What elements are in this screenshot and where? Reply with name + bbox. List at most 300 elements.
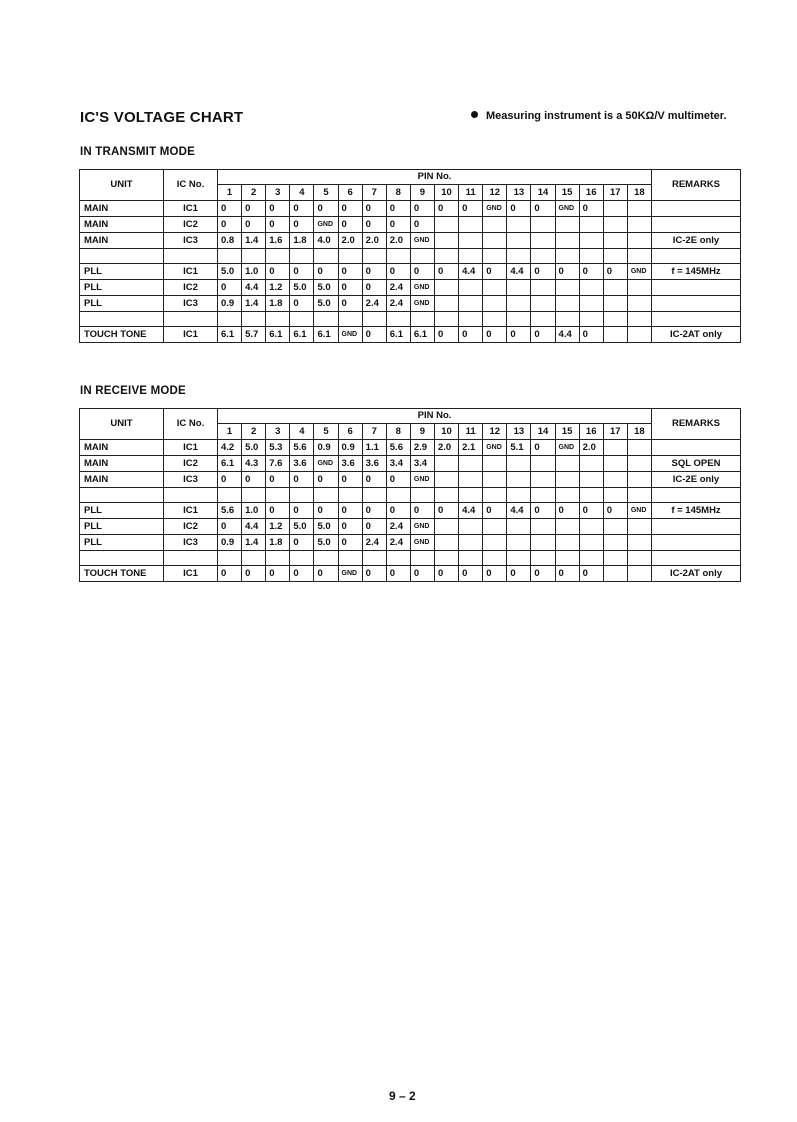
pin-number-header: 18 [627,424,651,440]
unit-cell: PLL [80,264,164,280]
pin-voltage-cell: GND [410,472,434,488]
ic-no-header: IC No. [164,409,218,440]
pin-voltage-cell [507,233,531,249]
empty-cell [579,249,603,264]
pin-voltage-cell: 1.8 [290,233,314,249]
pin-voltage-cell: 0 [434,201,458,217]
pin-voltage-cell [555,472,579,488]
empty-cell [290,551,314,566]
empty-cell [218,488,242,503]
empty-cell [603,312,627,327]
empty-cell [338,312,362,327]
empty-cell [603,488,627,503]
empty-cell [80,249,164,264]
remarks-cell [652,217,741,233]
pin-voltage-cell: 0 [459,566,483,582]
pin-number-header: 9 [410,185,434,201]
pin-voltage-cell: 1.0 [242,503,266,519]
unit-cell: PLL [80,280,164,296]
empty-cell [507,312,531,327]
pin-voltage-cell: 5.3 [266,440,290,456]
transmit-voltage-table [79,169,741,343]
pin-voltage-cell: 0 [483,327,507,343]
pin-voltage-cell [555,217,579,233]
pin-voltage-cell: 5.6 [290,440,314,456]
pin-voltage-cell [531,296,555,312]
pin-voltage-cell: GND [627,264,651,280]
empty-cell [555,551,579,566]
table-header-row [80,409,741,424]
pin-voltage-cell: 1.4 [242,296,266,312]
pin-voltage-cell: 0.9 [218,296,242,312]
pin-voltage-cell: 7.6 [266,456,290,472]
empty-cell [603,249,627,264]
pin-voltage-cell [555,535,579,551]
pin-voltage-cell: 1.4 [242,535,266,551]
pin-voltage-cell: GND [555,440,579,456]
pin-voltage-cell [459,233,483,249]
empty-cell [266,551,290,566]
pin-voltage-cell [627,280,651,296]
pin-number-header: 7 [362,185,386,201]
pin-voltage-cell: 0 [531,503,555,519]
pin-number-header: 8 [386,424,410,440]
pin-voltage-cell: 1.4 [242,233,266,249]
pin-voltage-cell: 0 [410,503,434,519]
table-row [80,296,741,312]
pin-number-header: 15 [555,424,579,440]
pin-voltage-cell: 0 [290,472,314,488]
pin-voltage-cell: 5.0 [314,296,338,312]
empty-cell [362,312,386,327]
pin-voltage-cell: 0 [290,264,314,280]
pin-voltage-cell [627,327,651,343]
pin-voltage-cell: 0 [290,201,314,217]
pin-voltage-cell [507,296,531,312]
pin-number-header: 17 [603,185,627,201]
pin-voltage-cell: 0 [266,503,290,519]
pin-voltage-cell: 4.4 [507,503,531,519]
pin-voltage-cell: 0 [579,264,603,280]
empty-cell [362,551,386,566]
page-title: IC'S VOLTAGE CHART [80,109,244,126]
empty-cell [627,312,651,327]
empty-cell [434,551,458,566]
pin-voltage-cell: 0 [314,566,338,582]
pin-voltage-cell [603,296,627,312]
pin-voltage-cell: 2.0 [362,233,386,249]
pin-voltage-cell: 6.1 [266,327,290,343]
pin-voltage-cell: 4.2 [218,440,242,456]
pin-voltage-cell: 0 [290,296,314,312]
pin-voltage-cell: GND [338,566,362,582]
pin-voltage-cell: 4.0 [314,233,338,249]
empty-cell [242,488,266,503]
pin-voltage-cell: 0 [507,327,531,343]
receive-mode-title: IN RECEIVE MODE [80,385,186,397]
pin-voltage-cell: 0 [338,535,362,551]
pin-number-header: 5 [314,424,338,440]
pin-voltage-cell: 0 [386,472,410,488]
pin-voltage-cell: GND [483,201,507,217]
pin-voltage-cell [627,296,651,312]
pin-voltage-cell: 0 [242,566,266,582]
empty-cell [164,488,218,503]
empty-cell [266,488,290,503]
pin-voltage-cell [434,233,458,249]
pin-voltage-cell: 6.1 [386,327,410,343]
remarks-cell: IC-2AT only [652,566,741,582]
pin-voltage-cell: 0 [434,503,458,519]
spacer-row [80,488,741,503]
remarks-cell [652,519,741,535]
empty-cell [164,249,218,264]
empty-cell [507,249,531,264]
pin-voltage-cell: 2.9 [410,440,434,456]
pin-voltage-cell: 6.1 [290,327,314,343]
empty-cell [410,312,434,327]
pin-voltage-cell [434,217,458,233]
spacer-row [80,551,741,566]
pin-voltage-cell: 0 [242,217,266,233]
empty-cell [242,249,266,264]
pin-voltage-cell: 5.0 [218,264,242,280]
pin-voltage-cell: 0 [555,566,579,582]
pin-number-header: 10 [434,185,458,201]
pin-voltage-cell: 0 [314,201,338,217]
pin-number-header: 5 [314,185,338,201]
pin-voltage-cell: 0 [555,264,579,280]
pin-number-header: 6 [338,424,362,440]
pin-voltage-cell: 0 [218,566,242,582]
pin-number-header: 1 [218,185,242,201]
pin-voltage-cell: 0.9 [314,440,338,456]
pin-voltage-cell: 0 [218,472,242,488]
pin-voltage-cell: 0 [338,264,362,280]
empty-cell [507,488,531,503]
pin-voltage-cell: 0 [314,264,338,280]
pin-voltage-cell [507,535,531,551]
ic-no-header: IC No. [164,170,218,201]
unit-cell: PLL [80,535,164,551]
pin-voltage-cell: 2.4 [386,280,410,296]
pin-voltage-cell: 0 [434,264,458,280]
empty-cell [555,488,579,503]
ic-cell: IC1 [164,503,218,519]
unit-cell: MAIN [80,440,164,456]
empty-cell [386,249,410,264]
pin-number-header: 12 [483,185,507,201]
pin-voltage-cell [507,217,531,233]
pin-voltage-cell: 1.1 [362,440,386,456]
table-row [80,503,741,519]
pin-number-header: 14 [531,185,555,201]
pin-voltage-cell: 6.1 [314,327,338,343]
pin-voltage-cell: GND [627,503,651,519]
pin-voltage-cell [603,566,627,582]
pin-voltage-cell: 5.6 [218,503,242,519]
empty-cell [314,249,338,264]
pin-voltage-cell: 0.9 [218,535,242,551]
pin-voltage-cell: 4.4 [459,503,483,519]
remarks-cell: IC-2AT only [652,327,741,343]
pin-voltage-cell [507,472,531,488]
pin-voltage-cell [579,233,603,249]
ic-cell: IC2 [164,217,218,233]
pin-voltage-cell: 1.2 [266,519,290,535]
empty-cell [386,488,410,503]
table-row [80,201,741,217]
pin-voltage-cell: GND [410,535,434,551]
empty-cell [555,249,579,264]
empty-cell [242,312,266,327]
pin-voltage-cell: 0 [507,201,531,217]
receive-voltage-table [79,408,741,582]
pin-voltage-cell [603,280,627,296]
bullet-icon [471,111,478,118]
empty-cell [410,488,434,503]
remarks-cell: IC-2E only [652,472,741,488]
table-row [80,566,741,582]
measurement-note-text: Measuring instrument is a 50KΩ/V multimeter. [486,110,727,122]
pin-voltage-cell: 0 [579,566,603,582]
pin-number-header: 7 [362,424,386,440]
pin-voltage-cell [579,280,603,296]
pin-voltage-cell [603,327,627,343]
table-row [80,280,741,296]
empty-cell [338,249,362,264]
pin-number-header: 8 [386,185,410,201]
pin-voltage-cell: 0 [242,201,266,217]
pin-voltage-cell [483,296,507,312]
pin-voltage-cell [483,472,507,488]
pin-voltage-cell: 6.1 [218,456,242,472]
empty-cell [164,312,218,327]
table-row [80,456,741,472]
pin-voltage-cell: 0 [314,503,338,519]
pin-voltage-cell: 6.1 [218,327,242,343]
pin-number-header: 16 [579,185,603,201]
table-row [80,472,741,488]
pin-voltage-cell [459,280,483,296]
pin-voltage-cell [507,456,531,472]
pin-voltage-cell: 1.8 [266,535,290,551]
pin-voltage-cell: GND [410,280,434,296]
ic-cell: IC3 [164,472,218,488]
pin-voltage-cell: 0 [338,503,362,519]
pin-number-header: 10 [434,424,458,440]
ic-cell: IC2 [164,280,218,296]
pin-voltage-cell [555,233,579,249]
pin-voltage-cell: GND [483,440,507,456]
pin-voltage-cell [627,233,651,249]
pin-voltage-cell: 2.0 [386,233,410,249]
pin-number-header: 13 [507,185,531,201]
pin-voltage-cell [507,280,531,296]
pin-voltage-cell: 1.6 [266,233,290,249]
pin-voltage-cell: 5.0 [314,280,338,296]
pin-number-header: 6 [338,185,362,201]
pin-number-header: 11 [459,424,483,440]
pin-voltage-cell: GND [410,296,434,312]
pin-voltage-cell [531,535,555,551]
pin-number-header: 3 [266,424,290,440]
pin-voltage-cell [555,280,579,296]
pin-voltage-cell: 0 [218,217,242,233]
pin-voltage-cell: 0 [386,503,410,519]
empty-cell [164,551,218,566]
pin-voltage-cell [483,280,507,296]
empty-cell [218,312,242,327]
pin-number-header: 17 [603,424,627,440]
pin-voltage-cell [603,456,627,472]
pin-voltage-cell: GND [410,519,434,535]
empty-cell [507,551,531,566]
table-header-row [80,170,741,185]
pin-voltage-cell [459,535,483,551]
pin-voltage-cell: 5.0 [290,519,314,535]
pin-voltage-cell [579,472,603,488]
pin-voltage-cell: 0 [434,566,458,582]
empty-cell [555,312,579,327]
pin-voltage-cell: 2.0 [338,233,362,249]
pin-voltage-cell [603,535,627,551]
pin-voltage-cell: 0 [290,217,314,233]
pin-voltage-cell: 4.4 [459,264,483,280]
pin-voltage-cell [579,217,603,233]
spacer-row [80,249,741,264]
pin-voltage-cell [555,519,579,535]
pin-voltage-cell: 0 [218,201,242,217]
empty-cell [80,488,164,503]
pin-voltage-cell: 0 [386,264,410,280]
pin-voltage-cell: 4.4 [507,264,531,280]
remarks-cell [652,440,741,456]
empty-cell [290,312,314,327]
pin-voltage-cell: 3.6 [362,456,386,472]
pin-voltage-cell: 0 [338,296,362,312]
pin-voltage-cell: 5.7 [242,327,266,343]
pin-voltage-cell [603,519,627,535]
pin-voltage-cell [555,296,579,312]
pin-voltage-cell [579,456,603,472]
pin-voltage-cell: 0 [290,535,314,551]
empty-cell [459,551,483,566]
remarks-cell: f = 145MHz [652,503,741,519]
pin-voltage-cell: 0 [290,566,314,582]
pin-voltage-cell: 0 [362,519,386,535]
empty-cell [459,312,483,327]
pin-voltage-cell [531,280,555,296]
empty-cell [410,249,434,264]
pin-voltage-cell: 5.0 [290,280,314,296]
pin-voltage-cell: 2.1 [459,440,483,456]
pin-voltage-cell: 0 [338,519,362,535]
pin-voltage-cell: 0 [362,503,386,519]
empty-cell [362,488,386,503]
pin-voltage-cell [483,233,507,249]
ic-cell: IC1 [164,201,218,217]
remarks-cell: IC-2E only [652,233,741,249]
table-row [80,233,741,249]
empty-cell [459,488,483,503]
pin-number-header: 1 [218,424,242,440]
pin-voltage-cell: 0 [434,327,458,343]
empty-cell [80,551,164,566]
pin-voltage-cell [603,440,627,456]
pin-voltage-cell: 4.4 [555,327,579,343]
empty-cell [434,312,458,327]
empty-cell [531,312,555,327]
table-row [80,327,741,343]
pin-voltage-cell: 0 [531,440,555,456]
pin-voltage-cell: 0.9 [338,440,362,456]
unit-header: UNIT [80,409,164,440]
pin-voltage-cell: 0 [507,566,531,582]
pin-voltage-cell [483,519,507,535]
empty-cell [627,551,651,566]
ic-cell: IC3 [164,535,218,551]
pin-voltage-cell: 2.4 [362,535,386,551]
pin-voltage-cell: 0 [362,201,386,217]
pin-number-header: 15 [555,185,579,201]
pin-voltage-cell: 3.6 [338,456,362,472]
pin-voltage-cell [531,472,555,488]
pin-voltage-cell [603,201,627,217]
pin-voltage-cell: 0 [338,201,362,217]
unit-cell: TOUCH TONE [80,327,164,343]
pin-voltage-cell [483,217,507,233]
pin-voltage-cell: 0 [266,201,290,217]
pin-voltage-cell [555,456,579,472]
empty-cell [434,249,458,264]
pin-voltage-cell: 2.4 [386,535,410,551]
empty-cell [483,249,507,264]
pin-voltage-cell: 6.1 [410,327,434,343]
pin-voltage-cell: 3.6 [290,456,314,472]
measurement-note [471,110,727,122]
unit-cell: MAIN [80,233,164,249]
spacer-row [80,312,741,327]
pin-number-header: 11 [459,185,483,201]
empty-cell [290,488,314,503]
empty-cell [483,551,507,566]
pin-voltage-cell: 0 [362,280,386,296]
remarks-cell [652,296,741,312]
empty-cell [314,488,338,503]
pin-number-header: 2 [242,424,266,440]
pin-voltage-cell: 0 [459,201,483,217]
pin-voltage-cell [483,535,507,551]
pin-voltage-cell [434,280,458,296]
pin-voltage-cell [579,535,603,551]
remarks-cell [652,201,741,217]
pin-voltage-cell: 0 [579,201,603,217]
empty-cell [242,551,266,566]
page-number: 9 – 2 [389,1089,416,1103]
remarks-cell: SQL OPEN [652,456,741,472]
empty-cell [652,551,741,566]
pin-voltage-cell: 0 [338,472,362,488]
ic-cell: IC1 [164,264,218,280]
transmit-mode-title: IN TRANSMIT MODE [80,146,195,158]
empty-cell [410,551,434,566]
pin-voltage-cell [434,296,458,312]
pin-voltage-cell: GND [555,201,579,217]
pin-voltage-cell: 2.4 [362,296,386,312]
remarks-cell [652,535,741,551]
unit-cell: MAIN [80,201,164,217]
